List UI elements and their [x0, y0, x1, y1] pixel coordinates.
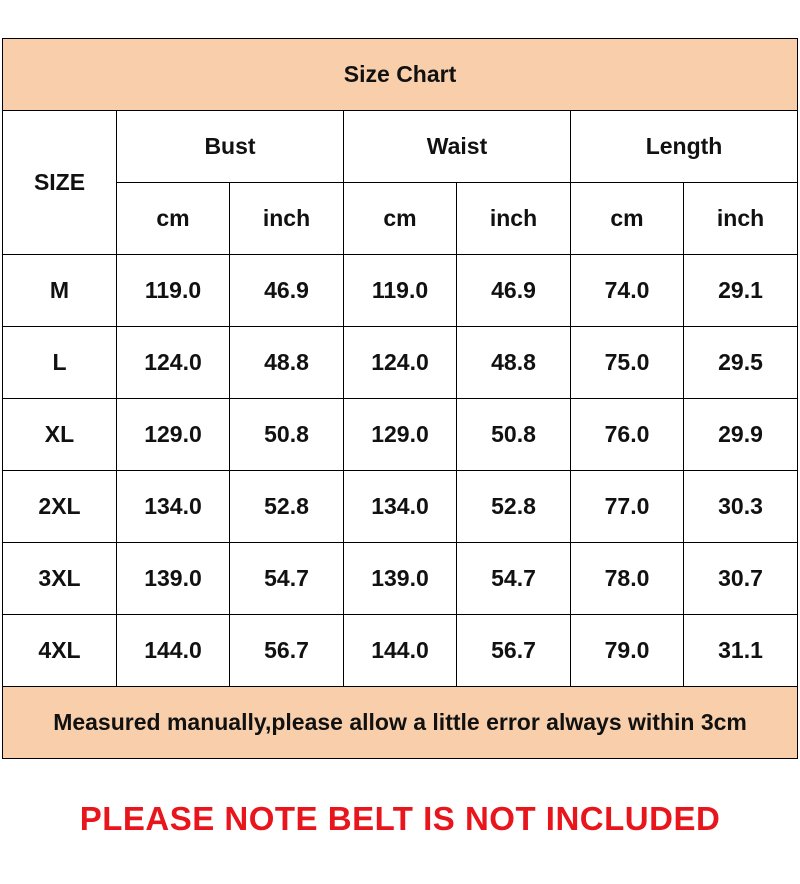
size-table	[2, 38, 798, 759]
table-cell: 52.8	[230, 471, 344, 543]
table-cell: 29.5	[684, 327, 798, 399]
unit-header: inch	[457, 183, 571, 255]
table-cell: 31.1	[684, 615, 798, 687]
table-row	[3, 399, 798, 471]
unit-header: inch	[230, 183, 344, 255]
table-cell: 139.0	[344, 543, 457, 615]
size-label: 3XL	[3, 543, 117, 615]
table-row	[3, 327, 798, 399]
table-cell: 79.0	[571, 615, 684, 687]
table-cell: 129.0	[344, 399, 457, 471]
table-cell: 54.7	[457, 543, 571, 615]
table-cell: 74.0	[571, 255, 684, 327]
table-cell: 50.8	[457, 399, 571, 471]
table-cell: 144.0	[344, 615, 457, 687]
table-row	[3, 255, 798, 327]
table-cell: 29.9	[684, 399, 798, 471]
unit-header: cm	[571, 183, 684, 255]
table-cell: 48.8	[230, 327, 344, 399]
belt-notice: PLEASE NOTE BELT IS NOT INCLUDED	[79, 800, 721, 837]
table-cell: 119.0	[117, 255, 230, 327]
unit-header: cm	[117, 183, 230, 255]
table-cell: 46.9	[230, 255, 344, 327]
table-cell: 54.7	[230, 543, 344, 615]
table-cell: 78.0	[571, 543, 684, 615]
table-row	[3, 615, 798, 687]
chart-title: Size Chart	[3, 39, 798, 111]
table-cell: 124.0	[117, 327, 230, 399]
size-column-header: SIZE	[3, 111, 117, 255]
table-row	[3, 471, 798, 543]
unit-header: inch	[684, 183, 798, 255]
size-label: XL	[3, 399, 117, 471]
size-label: L	[3, 327, 117, 399]
measurement-note: Measured manually,please allow a little error always within 3cm	[3, 687, 798, 759]
table-cell: 119.0	[344, 255, 457, 327]
size-label: 2XL	[3, 471, 117, 543]
table-cell: 124.0	[344, 327, 457, 399]
table-cell: 76.0	[571, 399, 684, 471]
table-row	[3, 543, 798, 615]
table-cell: 134.0	[344, 471, 457, 543]
table-cell: 77.0	[571, 471, 684, 543]
waist-header: Waist	[344, 111, 571, 183]
length-header: Length	[571, 111, 798, 183]
table-cell: 75.0	[571, 327, 684, 399]
table-cell: 48.8	[457, 327, 571, 399]
size-label: M	[3, 255, 117, 327]
table-cell: 30.7	[684, 543, 798, 615]
table-cell: 29.1	[684, 255, 798, 327]
table-cell: 50.8	[230, 399, 344, 471]
table-cell: 52.8	[457, 471, 571, 543]
table-cell: 129.0	[117, 399, 230, 471]
table-cell: 134.0	[117, 471, 230, 543]
table-cell: 46.9	[457, 255, 571, 327]
table-cell: 144.0	[117, 615, 230, 687]
size-chart	[2, 38, 797, 759]
table-cell: 30.3	[684, 471, 798, 543]
table-cell: 56.7	[457, 615, 571, 687]
unit-header: cm	[344, 183, 457, 255]
size-label: 4XL	[3, 615, 117, 687]
bust-header: Bust	[117, 111, 344, 183]
table-cell: 139.0	[117, 543, 230, 615]
table-cell: 56.7	[230, 615, 344, 687]
